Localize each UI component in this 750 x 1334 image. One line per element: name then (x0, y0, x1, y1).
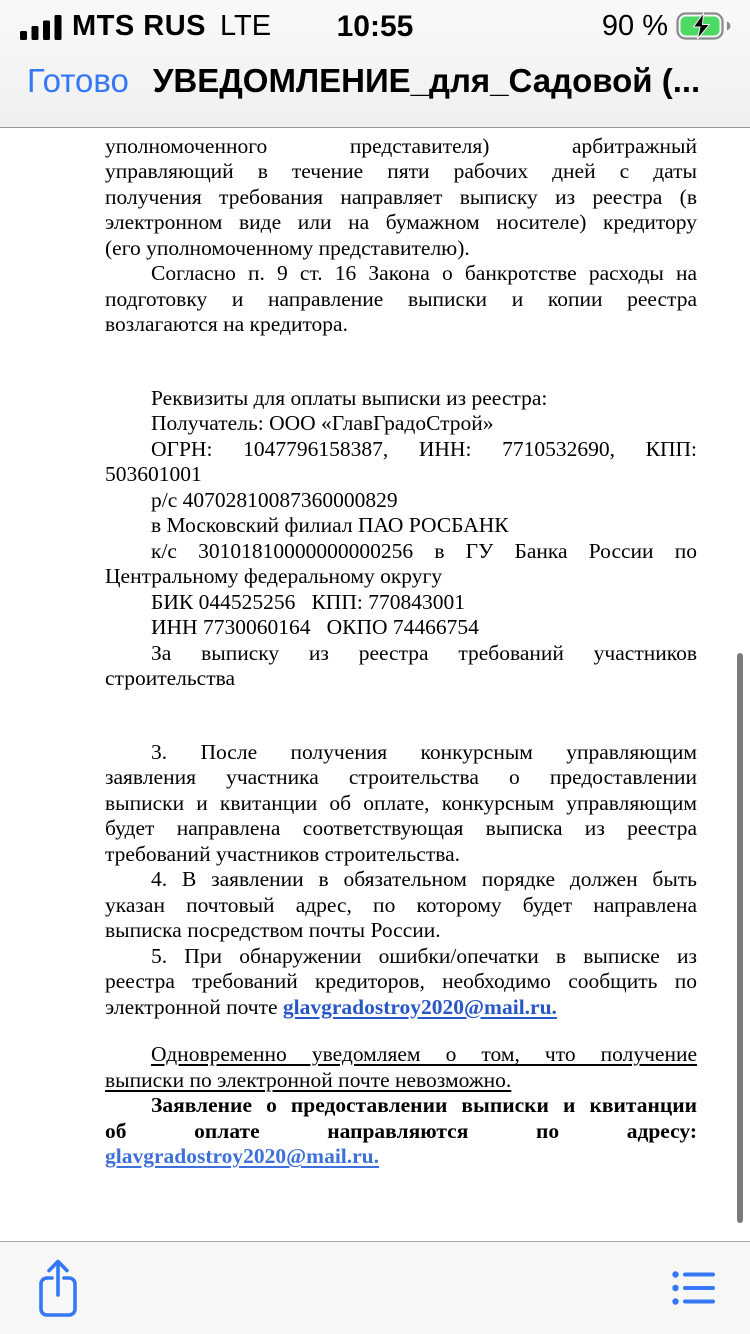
doc-text-segment: р/с 40702810087360000829 (151, 487, 398, 512)
share-button[interactable] (34, 1257, 82, 1319)
document-view[interactable] (0, 130, 750, 1242)
doc-text-segment: ИНН 7730060164 ОКПО 74466754 (151, 615, 479, 639)
doc-line (105, 893, 697, 919)
done-button[interactable]: Готово (27, 62, 129, 99)
bottom-toolbar (0, 1241, 750, 1334)
status-bar (0, 0, 750, 44)
status-left (20, 10, 271, 43)
doc-text-segment: будет направлена соответствующая выписка из реестра (105, 816, 697, 840)
network-type-label: LTE (220, 9, 272, 42)
paragraph-gap (105, 1020, 697, 1042)
doc-line (105, 1144, 697, 1170)
doc-line (105, 159, 697, 185)
doc-text-segment: Одновременно уведомляем о том, что получение (151, 1042, 697, 1066)
doc-text-segment: Заявление о предоставлении выписки и квитанции (151, 1093, 697, 1117)
scrollbar[interactable] (737, 653, 743, 1223)
doc-text-segment: в Московский филиал ПАО РОСБАНК (151, 513, 509, 537)
doc-text-segment: Центральному федеральному округу (105, 564, 443, 588)
doc-line (105, 411, 697, 437)
doc-line (105, 287, 697, 313)
doc-line (105, 944, 697, 970)
doc-line (105, 969, 697, 995)
email-link[interactable]: glavgradostroy2020@mail.ru. (282, 994, 557, 1019)
doc-text-segment: 5. При обнаружении ошибки/опечатки в выписке из (151, 943, 697, 968)
top-chrome (0, 0, 750, 128)
doc-text-segment: получения требования направляет выписку из реестра (в (105, 184, 697, 209)
doc-line (105, 1093, 697, 1119)
doc-text-segment: БИК 044525256 КПП: 770843001 (151, 589, 465, 614)
battery-percent-label: 90 % (601, 9, 668, 42)
doc-line (105, 488, 697, 514)
doc-line (105, 842, 697, 868)
contents-list-button[interactable] (672, 1270, 716, 1306)
doc-text-segment: 3. После получения конкурсным управляющим (151, 739, 697, 764)
doc-text-segment: требований участников строительства. (105, 841, 461, 866)
doc-line (105, 590, 697, 616)
email-link[interactable]: glavgradostroy2020@mail.ru. (105, 1144, 380, 1168)
doc-text-segment: к/с 30101810000000000256 в ГУ Банка России по (151, 538, 697, 563)
doc-text-segment: выписка посредством почты России. (105, 918, 441, 942)
doc-line (105, 1042, 697, 1068)
doc-line (105, 312, 697, 338)
doc-line (105, 1068, 697, 1094)
doc-text-segment: управляющий в течение пяти рабочих дней с даты (105, 159, 697, 183)
doc-line (105, 867, 697, 893)
doc-line (105, 765, 697, 791)
doc-line (105, 134, 697, 160)
carrier-label: MTS RUS (72, 9, 206, 42)
doc-text-segment: указан почтовый адрес, по которому будет направлена (105, 892, 697, 917)
doc-line (105, 564, 697, 590)
doc-line (105, 210, 697, 236)
battery-charging-icon (676, 12, 732, 40)
doc-line (105, 513, 697, 539)
doc-line (105, 615, 697, 641)
clock-label: 10:55 (336, 10, 414, 43)
signal-strength-icon (20, 11, 62, 41)
status-right (602, 10, 732, 43)
doc-line (105, 740, 697, 766)
doc-text-segment: (его уполномоченному представителю). (105, 235, 470, 260)
doc-text-segment: 503601001 (105, 462, 202, 486)
bulleted-list-icon (672, 1270, 716, 1306)
doc-text-segment: уполномоченного представителя) арбитражный (105, 133, 697, 158)
doc-line (105, 791, 697, 817)
share-icon (34, 1257, 82, 1319)
doc-text-segment: подготовку и направление выписки и копии реестра (105, 286, 697, 311)
doc-line (105, 1119, 697, 1145)
doc-text-segment: возлагаются на кредитора. (105, 312, 348, 336)
document-title: УВЕДОМЛЕНИЕ_для_Садовой (... (152, 62, 701, 99)
doc-text-segment: об оплате направляются по адресу: (105, 1118, 697, 1143)
doc-text-segment: Получатель: ООО «ГлавГрадоСтрой» (151, 411, 494, 435)
doc-text-segment: ОГРН: 1047796158387, ИНН: 7710532690, КПП: (151, 436, 697, 461)
paragraph-gap (105, 692, 697, 740)
doc-line (105, 539, 697, 565)
doc-text-segment: За выписку из реестра требований участников (151, 640, 697, 665)
doc-line (105, 386, 697, 412)
doc-line (105, 261, 697, 287)
doc-line (105, 666, 697, 692)
doc-line (105, 995, 697, 1021)
paragraph-gap (105, 338, 697, 386)
doc-line (105, 641, 697, 667)
doc-text-segment: реестра требований кредиторов, необходимо сообщить по (105, 969, 697, 993)
doc-text-segment: Согласно п. 9 ст. 16 Закона о банкротстве расходы на (151, 261, 697, 285)
doc-text-segment: электронном виде или на бумажном носителе) кредитору (105, 210, 697, 234)
doc-text-segment: электронной почте (105, 994, 283, 1019)
doc-text-segment: заявления участника строительства о предоставлении (105, 765, 697, 789)
doc-text-segment: выписки по электронной почте невозможно. (105, 1067, 512, 1092)
doc-line (105, 437, 697, 463)
document-text (105, 134, 697, 1170)
doc-text-segment: Реквизиты для оплаты выписки из реестра: (151, 385, 548, 410)
nav-bar (0, 44, 750, 124)
doc-line (105, 918, 697, 944)
doc-line (105, 462, 697, 488)
doc-line (105, 185, 697, 211)
doc-line (105, 236, 697, 262)
doc-text-segment: выписки и квитанции об оплате, конкурсным управляющим (105, 790, 697, 815)
doc-text-segment: 4. В заявлении в обязательном порядке должен быть (151, 867, 697, 891)
doc-text-segment: строительства (105, 666, 236, 690)
doc-line (105, 816, 697, 842)
